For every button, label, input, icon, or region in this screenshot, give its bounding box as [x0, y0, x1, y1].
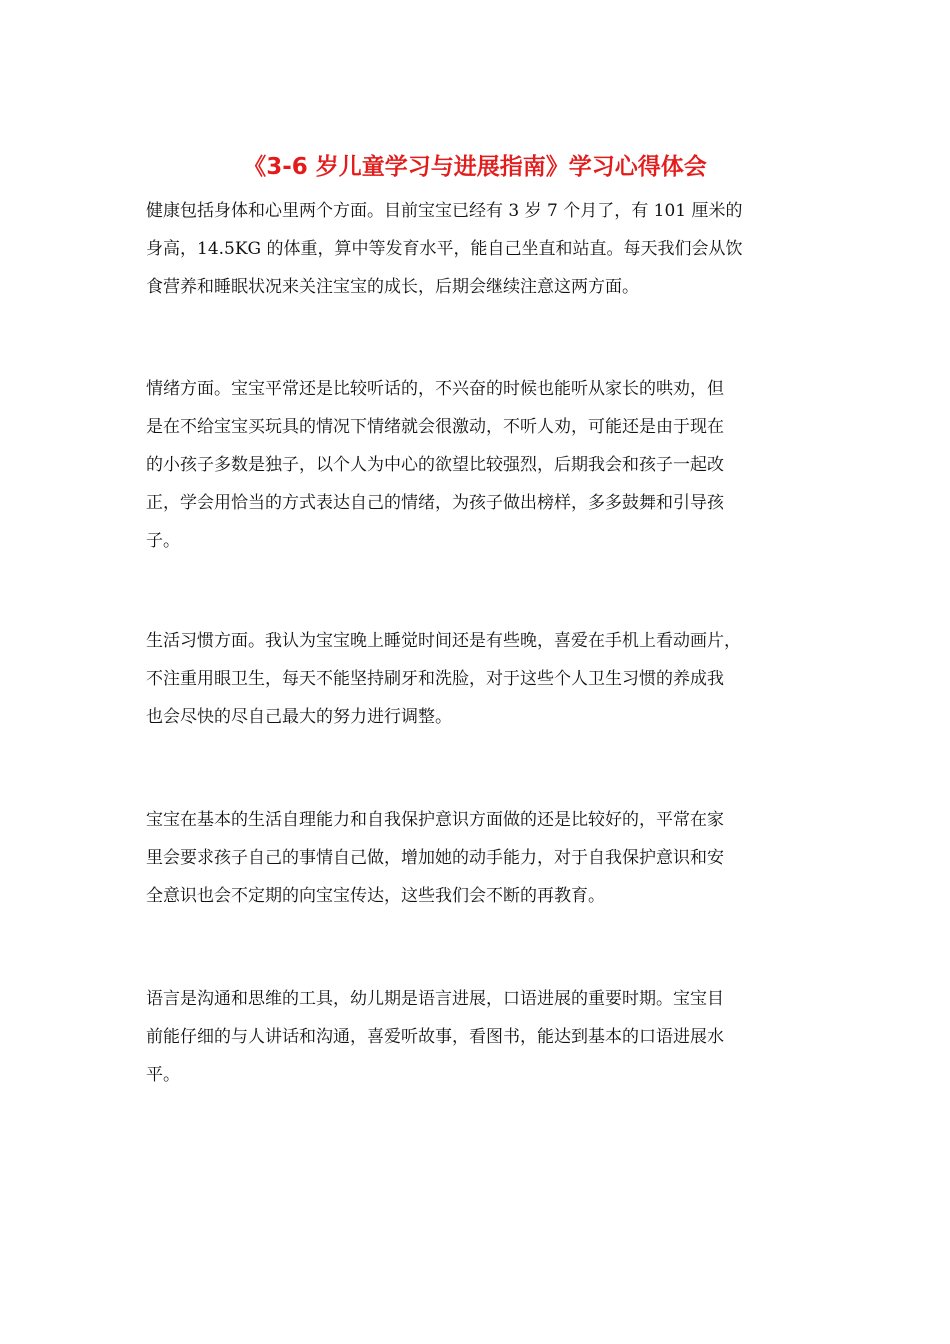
paragraph-emotion: [146, 370, 724, 560]
paragraph-line: 前能仔细的与人讲话和沟通，喜爱听故事，看图书，能达到基本的口语进展水: [146, 1027, 724, 1047]
paragraph-line: 的小孩子多数是独子，以个人为中心的欲望比较强烈，后期我会和孩子一起改: [146, 455, 724, 475]
paragraph-self-care: [146, 801, 724, 915]
paragraph-line: 健康包括身体和心里两个方面。目前宝宝已经有 3 岁 7 个月了，有 101 厘米的: [146, 201, 743, 221]
paragraph-line: 平。: [146, 1065, 180, 1085]
page-title: 《3-6 岁儿童学习与进展指南》学习心得体会: [243, 154, 707, 180]
paragraph-habits: [146, 622, 741, 736]
paragraph-line: 宝宝在基本的生活自理能力和自我保护意识方面做的还是比较好的，平常在家: [146, 810, 724, 830]
paragraph-line: 是在不给宝宝买玩具的情况下情绪就会很激动，不听人劝，可能还是由于现在: [146, 417, 724, 437]
paragraph-line: 也会尽快的尽自己最大的努力进行调整。: [146, 707, 452, 727]
paragraph-line: 正，学会用恰当的方式表达自己的情绪，为孩子做出榜样，多多鼓舞和引导孩: [146, 493, 724, 513]
paragraph-line: 里会要求孩子自己的事情自己做，增加她的动手能力，对于自我保护意识和安: [146, 848, 724, 868]
paragraph-line: 子。: [146, 531, 180, 551]
paragraph-line: 食营养和睡眠状况来关注宝宝的成长，后期会继续注意这两方面。: [146, 277, 639, 297]
paragraph-language: [146, 980, 724, 1094]
paragraph-line: 全意识也会不定期的向宝宝传达，这些我们会不断的再教育。: [146, 886, 605, 906]
paragraph-health: [146, 192, 743, 306]
paragraph-line: 情绪方面。宝宝平常还是比较听话的，不兴奋的时候也能听从家长的哄劝，但: [146, 379, 724, 399]
paragraph-line: 不注重用眼卫生，每天不能坚持刷牙和洗脸，对于这些个人卫生习惯的养成我: [146, 669, 724, 689]
paragraph-line: 语言是沟通和思维的工具，幼儿期是语言进展，口语进展的重要时期。宝宝目: [146, 989, 724, 1009]
paragraph-line: 生活习惯方面。我认为宝宝晚上睡觉时间还是有些晚，喜爱在手机上看动画片，: [146, 631, 741, 651]
paragraph-line: 身高，14.5KG 的体重，算中等发育水平，能自己坐直和站直。每天我们会从饮: [146, 239, 743, 259]
